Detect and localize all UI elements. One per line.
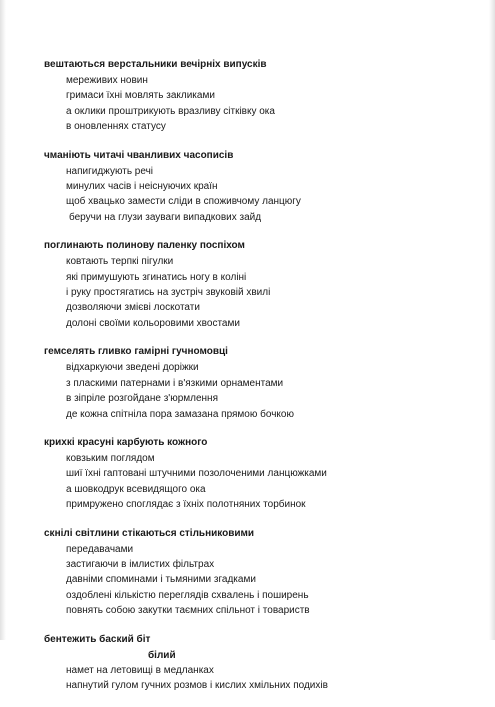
stanza-heading: чманіють читачі чванливих часописів bbox=[44, 149, 234, 161]
stanza-heading: крихкі красуні карбують кожного bbox=[44, 436, 208, 448]
poem-line: і руку простягатись на зустріч звуковій хвилі bbox=[66, 287, 271, 299]
poem-line: гримаси їхні мовлять закликами bbox=[66, 90, 215, 102]
stanza-7 bbox=[44, 632, 484, 694]
poem-line: ковзьким поглядом bbox=[66, 452, 155, 464]
poem-line: ковтають терпкі пігулки bbox=[66, 256, 174, 268]
stanza-heading: скнілі світлини стікаються стільниковими bbox=[44, 527, 255, 539]
stanza-heading: бентежить баский біт bbox=[44, 633, 151, 645]
stanza-1 bbox=[44, 57, 484, 135]
poem-line: передавачами bbox=[66, 543, 134, 555]
poem-line: в зіпріле розгойдане з'юрмлення bbox=[66, 393, 218, 405]
poem-line: примружено споглядає з їхніх полотняних торбинок bbox=[66, 499, 306, 511]
poem-line: відхаркуючи зведені доріжки bbox=[66, 362, 199, 374]
poem-line: шиї їхні гаптовані штучними позолоченими ланцюжками bbox=[66, 468, 327, 480]
poem-line: повнять собою закутки таємних спільнот і товариств bbox=[66, 605, 310, 617]
stanza-5 bbox=[44, 435, 484, 513]
stanza-heading: вештаються верстальники вечірніх випусків bbox=[44, 59, 267, 70]
poem-line: напнутий гулом гучних розмов і кислих хмільних подихів bbox=[66, 680, 328, 692]
stanza-3 bbox=[44, 238, 484, 331]
poem-line: а оклики проштрикують вразливу сітківку ока bbox=[66, 105, 275, 117]
poem-line: щоб хвацько замести сліди в споживчому ланцюгу bbox=[66, 196, 301, 208]
poem-line: де кожна спітніла пора замазана прямою бочкою bbox=[66, 408, 294, 420]
stanza-4 bbox=[44, 344, 484, 422]
poem-line: а шовкодрук всевидящого ока bbox=[66, 483, 206, 495]
poem-line: дозволяючи змієві лоскотати bbox=[66, 302, 200, 314]
poem-line: напигиджують речі bbox=[66, 165, 154, 177]
stanza-heading: гемселять гливко гамірні гучномовці bbox=[44, 346, 228, 358]
poem-line: з пласкими патернами і в'язкими орнаментами bbox=[66, 377, 284, 389]
page-edge-right bbox=[489, 0, 495, 640]
poem-line-emphasis: білий bbox=[148, 649, 176, 661]
stanza-2 bbox=[44, 148, 484, 226]
page-edge-left bbox=[0, 0, 6, 640]
stanza-heading: поглинають полинову паленку поспіхом bbox=[44, 240, 245, 252]
poem-line: мереживих новин bbox=[66, 75, 148, 86]
poem-line: минулих часів і неіснуючих країн bbox=[66, 181, 218, 193]
poem-line: намет на летовищі в медланках bbox=[66, 664, 214, 676]
poem-line: які примушують згинатись ногу в коліні bbox=[66, 271, 247, 283]
poem-line: застигаючи в імлистих фільтрах bbox=[66, 558, 215, 570]
poem-line: в оновленнях статусу bbox=[66, 121, 166, 133]
stanza-6 bbox=[44, 526, 484, 619]
poem-line: оздоблені кількістю переглядів схвалень і поширень bbox=[66, 589, 309, 601]
poem-body bbox=[44, 57, 484, 707]
poem-line: давніми споминами і тьмяними згадками bbox=[66, 574, 256, 586]
poem-line: беручи на глузи зауваги випадкових зайд bbox=[69, 211, 262, 223]
poem-line: долоні своїми кольоровими хвостами bbox=[66, 317, 240, 329]
